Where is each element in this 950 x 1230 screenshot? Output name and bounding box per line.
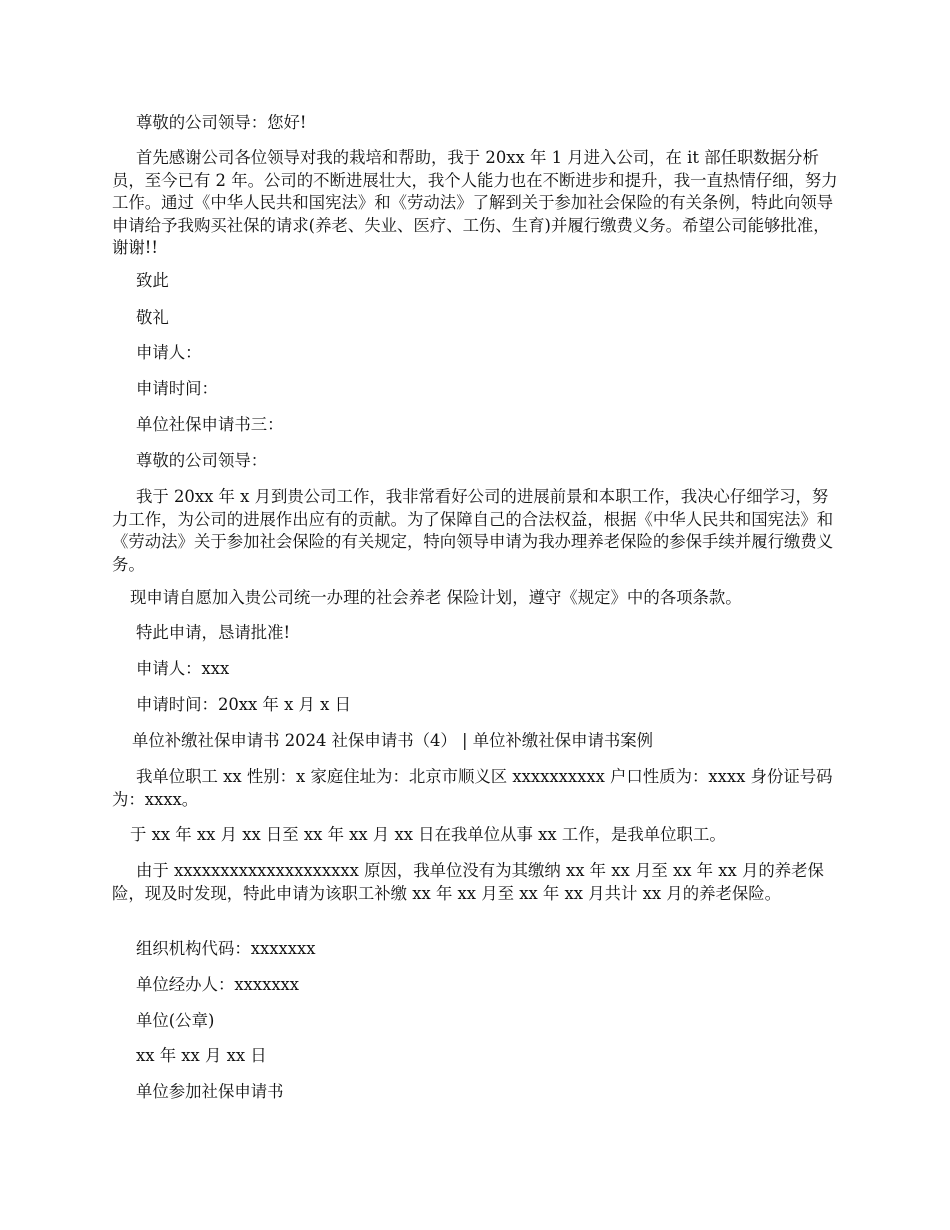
closing-zhici: 致此	[136, 271, 169, 290]
application-date-2: 申请时间：20xx 年 x 月 x 日	[136, 695, 352, 714]
section-title-4: 单位补缴社保申请书 2024 社保申请书（4） | 单位补缴社保申请书案例	[132, 731, 654, 750]
closing-jingli: 敬礼	[136, 308, 169, 327]
body-paragraph-1: 首先感谢公司各位领导对我的栽培和帮助，我于 20xx 年 1 月进入公司，在 it 部任职数据分析员，至今已有 2 年。公司的不断进展壮大，我个人能力也在不断进步和提升，我一直热情仔细，努力工作。通过《中华人民共和国宪法》和《劳动法》了解到关于参加社会保险的有关条例，特此向领导申请给予我购买社保的请求(养老、失业、医疗、工伤、生育)并履行缴费义务。希望公司能够批准，谢谢!!	[112, 148, 838, 257]
body-paragraph-3: 现申请自愿加入贵公司统一办理的社会养老 保险计划，遵守《规定》中的各项条款。	[130, 588, 742, 607]
date-line: xx 年 xx 月 xx 日	[136, 1046, 267, 1065]
applicant-2: 申请人：xxx	[136, 659, 230, 678]
greeting-2: 尊敬的公司领导：	[136, 451, 268, 470]
greeting-1: 尊敬的公司领导：您好!	[136, 113, 307, 132]
section-title-3: 单位社保申请书三：	[136, 415, 284, 434]
body-paragraph-6: 由于 xxxxxxxxxxxxxxxxxxxx 原因，我单位没有为其缴纳 xx 年 xx 月至 xx 年 xx 月的养老保险，现及时发现，特此申请为该职工补缴 xx 年 xx 月至 xx 年 xx 月共计 xx 月的养老保险。	[112, 861, 824, 903]
applicant-label-1: 申请人：	[136, 343, 202, 362]
request-approval: 特此申请，恳请批准!	[136, 623, 291, 642]
body-paragraph-4: 我单位职工 xx 性别：x 家庭住址为：北京市顺义区 xxxxxxxxxx 户口性质为：xxxx 身份证号码为：xxxx。	[112, 767, 833, 809]
body-paragraph-5: 于 xx 年 xx 月 xx 日至 xx 年 xx 月 xx 日在我单位从事 xx 工作，是我单位职工。	[130, 825, 726, 844]
section-title-5: 单位参加社保申请书	[136, 1082, 284, 1101]
unit-operator: 单位经办人：xxxxxxx	[136, 975, 300, 994]
application-date-label-1: 申请时间：	[136, 379, 218, 398]
unit-seal: 单位(公章)	[136, 1011, 215, 1030]
org-code: 组织机构代码：xxxxxxx	[136, 939, 316, 958]
body-paragraph-2: 我于 20xx 年 x 月到贵公司工作，我非常看好公司的进展前景和本职工作，我决心仔细学习，努力工作，为公司的进展作出应有的贡献。为了保障自己的合法权益，根据《中华人民共和国宪法》和《劳动法》关于参加社会保险的有关规定，特向领导申请为我办理养老保险的参保手续并履行缴费义务。	[112, 487, 834, 574]
